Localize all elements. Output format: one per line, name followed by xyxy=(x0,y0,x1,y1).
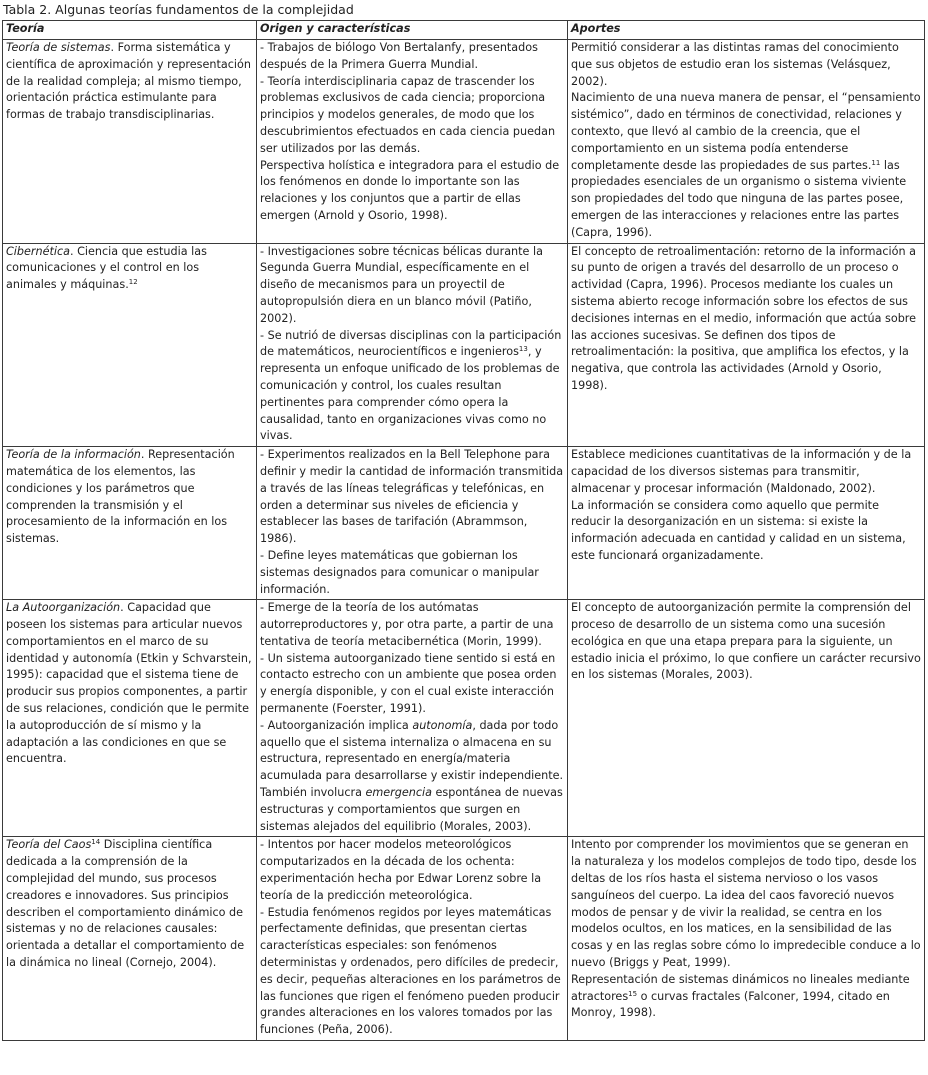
header-row xyxy=(3,21,925,40)
text-run: - Trabajos de biólogo Von Bertalanfy, presentados después de la Primera Guerra Mundial. xyxy=(260,41,538,71)
cell-paragraph xyxy=(260,74,564,158)
cell-theory xyxy=(3,447,257,600)
cell-paragraph xyxy=(571,244,921,395)
italic-text: emergencia xyxy=(365,786,432,800)
cell-theory xyxy=(3,243,257,447)
footnote-ref: 11 xyxy=(871,158,881,167)
cell-paragraph xyxy=(260,40,564,74)
text-run: La información se considera como aquello que permite reducir la desorganización en un sistema: si existe la información adecuada en cantidad y calidad en un sistema, este funcionará organizadamente. xyxy=(571,498,906,562)
cell-paragraph xyxy=(571,972,921,1022)
text-run: - Autoorganización implica xyxy=(260,718,413,732)
cell-theory xyxy=(3,600,257,837)
cell-paragraph xyxy=(260,158,564,225)
italic-text: autonomía xyxy=(412,718,473,732)
text-run: - Se nutrió de diversas disciplinas con la participación de matemáticos, neurocientíficos e ingenieros xyxy=(260,328,562,359)
footnote-ref: 14 xyxy=(91,838,101,847)
text-run: - Teoría interdisciplinaria capaz de trascender los problemas exclusivos de cada ciencia; proporciona principios y modelos generales, de modo que los descubrimientos efectuados en cada ciencia puedan ser utilizados por las demás. xyxy=(260,74,556,155)
cell-origin xyxy=(257,243,568,447)
text-run: Establece mediciones cuantitativas de la información y de la capacidad de los diversos sistemas para transmitir, almacenar y procesar información (Maldonado, 2002). xyxy=(571,448,912,495)
cell-paragraph xyxy=(571,90,921,241)
theory-text xyxy=(6,600,253,768)
text-run: Intento por comprender los movimientos que se generan en la naturaleza y los modelos complejos de todo tipo, desde los deltas de los ríos hasta el sistema nervioso o los vasos sanguíneos del cuerpo. La idea del caos favoreció nuevos modos de pensar y de vivir la realidad, se centra en los modelos ocultos, en los matices, en la sensibilidad de las cosas y en las reglas sobre cómo lo impredecible conduce a lo nuevo (Briggs y Peat, 1999). xyxy=(571,838,921,970)
cell-origin xyxy=(257,40,568,244)
header-teoria: Teoría xyxy=(3,21,257,40)
italic-text: La Autoorganización xyxy=(6,601,121,615)
text-run: Permitió considerar a las distintas ramas del conocimiento que sus objetos de estudio eran los sistemas (Velásquez, 2002). xyxy=(571,41,899,88)
text-run: , dada por todo aquello que el sistema internaliza o almacena en su estructura, representado en energía/materia acumulada para desarrollarse y existir independiente. También involucra xyxy=(260,718,564,800)
cell-contrib xyxy=(568,447,925,600)
cell-origin xyxy=(257,600,568,837)
text-run: - Un sistema autoorganizado tiene sentido si está en contacto estrecho con un ambiente que posea orden y energía disponible, y con el cual existe interacción permanente (Foerster, 1991). xyxy=(260,651,557,716)
cell-origin xyxy=(257,447,568,600)
cell-theory xyxy=(3,837,257,1041)
footnote-ref: 15 xyxy=(628,989,638,998)
text-run: - Define leyes matemáticas que gobiernan los sistemas designados para comunicar o manipular información. xyxy=(260,548,539,596)
text-run: . Representación matemática de los elementos, las condiciones y los parámetros que comprenden la transmisión y el procesamiento de la información en los sistemas. xyxy=(6,448,235,546)
footnote-ref: 13 xyxy=(518,345,528,354)
text-run: - Emerge de la teoría de los autómatas autorreproductores y, por otra parte, a partir de una tentativa de teoría metacibernética (Morin, 1999). xyxy=(260,601,554,648)
text-run: Representación de sistemas dinámicos no lineales mediante atractores xyxy=(571,972,910,1003)
cell-contrib xyxy=(568,243,925,447)
header-origen: Origen y características xyxy=(257,21,568,40)
theory-text xyxy=(6,40,253,124)
cell-paragraph xyxy=(571,40,921,90)
table-caption: Tabla 2. Algunas teorías fundamentos de la complejidad xyxy=(3,2,354,17)
theory-text xyxy=(6,837,253,971)
text-run: o curvas fractales (Falconer, 1994, citado en Monroy, 1998). xyxy=(571,989,890,1020)
theory-text xyxy=(6,244,253,294)
cell-paragraph xyxy=(260,244,564,328)
text-run: Nacimiento de una nueva manera de pensar, el “pensamiento sistémico”, dado en términos de conectividad, relaciones y contexto, que llevó al cambio de la creencia, que el comportamiento en un sistema podía entenderse completamente desde las propiedades de sus partes. xyxy=(571,91,921,172)
cell-theory xyxy=(3,40,257,244)
italic-text: Cibernética xyxy=(6,244,70,258)
header-aportes: Aportes xyxy=(568,21,925,40)
text-run: , y representa un enfoque unificado de los problemas de comunicación y control, los cuales resultan pertinentes para comprender cómo opera la causalidad, tanto en organizaciones vivas como no vivas. xyxy=(260,345,560,443)
text-run: . Ciencia que estudia las comunicaciones y el control en los animales y máquinas. xyxy=(6,244,207,292)
cell-paragraph xyxy=(260,718,564,836)
text-run: - Experimentos realizados en la Bell Telephone para definir y medir la cantidad de información transmitida a través de las líneas telegráficas y telefónicas, en orden a determinar sus niveles de eficiencia y establecer las bases de tarifación (Abrammson, 1986). xyxy=(260,448,564,546)
cell-contrib xyxy=(568,600,925,837)
text-run: las propiedades esenciales de un organismo o sistema viviente son propiedades del todo que ninguna de las partes posee, emergen de las interacciones y relaciones entre las partes (Capra, 1996). xyxy=(571,158,907,239)
italic-text: Teoría de la información xyxy=(6,448,141,462)
table-row xyxy=(3,447,925,600)
cell-paragraph xyxy=(260,548,564,598)
cell-paragraph xyxy=(260,328,564,446)
italic-text: Teoría del Caos xyxy=(6,838,92,852)
table-row xyxy=(3,600,925,837)
cell-paragraph xyxy=(260,905,564,1039)
text-run: . Forma sistemática y científica de aproximación y representación de la realidad compleja; al mismo tiempo, orientación práctica estimulante para formas de trabajo transdisciplinarias. xyxy=(6,41,251,122)
cell-paragraph xyxy=(571,600,921,684)
text-run: Perspectiva holística e integradora para el estudio de los fenómenos en donde lo importante son las relaciones y los conjuntos que a partir de ellas emergen (Arnold y Osorio, 1998). xyxy=(260,158,560,222)
italic-text: Teoría de sistemas xyxy=(6,41,111,54)
cell-paragraph xyxy=(260,651,564,718)
text-run: . Capacidad que poseen los sistemas para articular nuevos comportamientos en el marco de su identidad y autonomía (Etkin y Schvarstein, 1995): capacidad que el sistema tiene de producir sus propios componentes, a partir de sus relaciones, condición que le permite la autoproducción de sí mismo y la adaptación a las condiciones en que se encuentra. xyxy=(6,601,252,766)
cell-contrib xyxy=(568,40,925,244)
cell-origin xyxy=(257,837,568,1041)
text-run: El concepto de autoorganización permite la comprensión del proceso de desarrollo de un sistema como una sucesión ecológica en que una etapa prepara para la siguiente, un estadio inicia el próximo, lo que confiere un carácter recursivo en los sistemas (Morales, 2003). xyxy=(571,601,921,682)
text-run: El concepto de retroalimentación: retorno de la información a su punto de origen a través del desarrollo de un proceso o actividad (Capra, 1996). Procesos mediante los cuales un sistema abierto recoge información sobre los efectos de sus decisiones internas en el medio, información que actúa sobre las acciones sucesivas. Se definen dos tipos de retroalimentación: la positiva, que amplifica los efectos, y la negativa, que controla las actividades (Arnold y Osorio, 1998). xyxy=(571,244,917,392)
cell-paragraph xyxy=(260,447,564,548)
complexity-theories-table xyxy=(2,20,925,1041)
table-row xyxy=(3,243,925,447)
cell-paragraph xyxy=(571,837,921,971)
cell-paragraph xyxy=(260,600,564,650)
cell-paragraph xyxy=(571,447,921,497)
cell-paragraph xyxy=(260,837,564,904)
theory-text xyxy=(6,447,253,548)
footnote-ref: 12 xyxy=(128,278,138,287)
text-run: - Investigaciones sobre técnicas bélicas durante la Segunda Guerra Mundial, específicamente en el diseño de mecanismos para un proyectil de autopropulsión diera en un blanco móvil (Patiño, 2002). xyxy=(260,244,543,325)
text-run: - Intentos por hacer modelos meteorológicos computarizados en la década de los ochenta: experimentación hecha por Edwar Lorenz sobre la teoría de la predicción meteorológica. xyxy=(260,838,542,902)
text-run: espontánea de nuevas estructuras y comportamientos que surgen en sistemas alejados del equilibrio (Morales, 2003). xyxy=(260,786,563,833)
cell-contrib xyxy=(568,837,925,1041)
table-row xyxy=(3,40,925,244)
cell-paragraph xyxy=(571,498,921,565)
text-run: Disciplina científica dedicada a la comprensión de la complejidad del mundo, sus procesos creadores e innovadores. Sus principios describen el comportamiento dinámico de sistemas y no de relaciones causales: orientada a detallar el comportamiento de la dinámica no lineal (Cornejo, 2004). xyxy=(6,838,245,970)
table-row xyxy=(3,837,925,1041)
text-run: - Estudia fenómenos regidos por leyes matemáticas perfectamente definidas, que presentan ciertas características especiales: son fenómenos deterministas y ordenados, pero difíciles de predecir, es decir, pequeñas alteraciones en los parámetros de las funciones que rigen el fenómeno pueden producir grandes alteraciones en los valores tomados por las funciones (Peña, 2006). xyxy=(260,905,561,1037)
